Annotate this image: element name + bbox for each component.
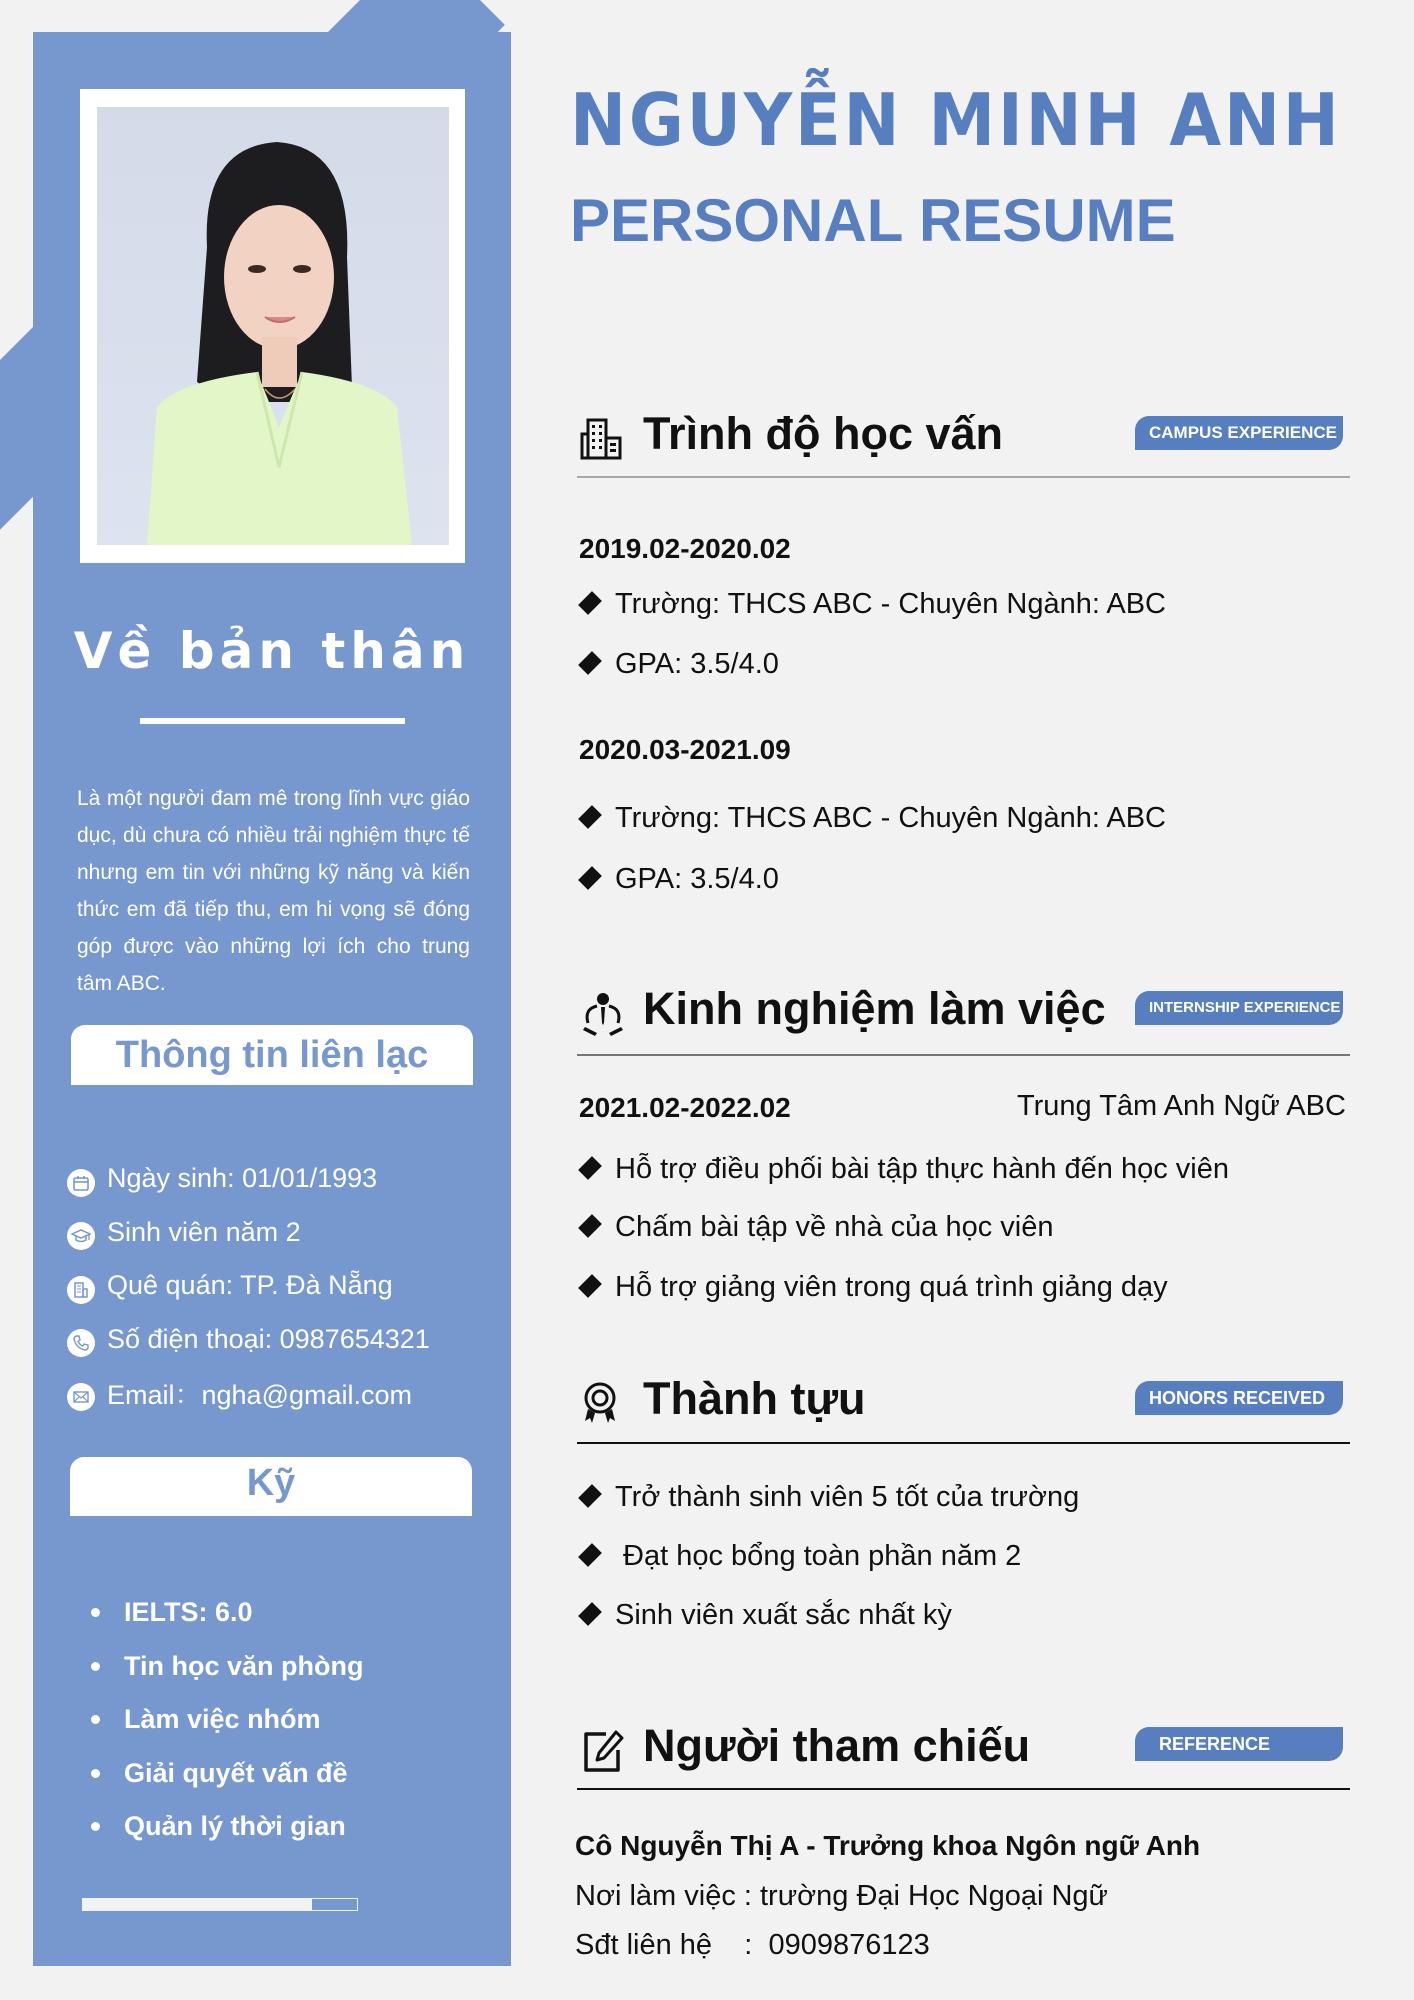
diamond-bullet-icon xyxy=(578,591,602,615)
diamond-bullet-icon xyxy=(578,1274,602,1298)
profile-photo xyxy=(97,107,449,545)
experience-bullet: Chấm bài tập về nhà của học viên xyxy=(577,1211,1054,1244)
contact-title: Thông tin liên lạc xyxy=(115,1034,429,1076)
achievement-bullet: Sinh viên xuất sắc nhất kỳ xyxy=(577,1599,952,1632)
contact-item-phone xyxy=(67,1313,430,1367)
resume-name: NGUYỄN MINH ANH xyxy=(570,78,1342,162)
reference-badge: REFERENCE xyxy=(1135,1727,1343,1761)
section-divider xyxy=(577,476,1350,478)
education-bullet: GPA: 3.5/4.0 xyxy=(577,863,779,896)
phone-icon xyxy=(67,1329,95,1357)
skill-label: Tin học văn phòng xyxy=(124,1650,364,1681)
education-bullet: Trường: THCS ABC - Chuyên Ngành: ABC xyxy=(577,588,1166,621)
education-date: 2020.03-2021.09 xyxy=(579,734,791,765)
bullet-dot xyxy=(91,1769,100,1778)
contact-text: Ngày sinh: 01/01/1993 xyxy=(107,1163,378,1194)
skill-progress-bar xyxy=(82,1898,358,1911)
mail-icon xyxy=(67,1383,95,1411)
achievements-title: Thành tựu xyxy=(643,1373,866,1424)
skills-list xyxy=(91,1586,364,1854)
contact-item-hometown xyxy=(67,1259,430,1313)
skill-item xyxy=(91,1747,364,1801)
section-divider xyxy=(577,1788,1350,1790)
diamond-bullet-icon xyxy=(578,1543,602,1567)
reference-phone: Sđt liên hệ : 0909876123 xyxy=(575,1929,930,1961)
contact-header xyxy=(71,1025,473,1085)
about-text: Là một người đam mê trong lĩnh vực giáo dục, dù chưa có nhiều trải nghiệm thực tế nhưng em tin với những kỹ năng và kiến thức em đã tiếp thu, em hi vọng sẽ đóng góp được vào những lợi ích cho trung tâm ABC. xyxy=(77,787,470,995)
section-divider xyxy=(577,1442,1350,1444)
contact-text: Quê quán: TP. Đà Nẵng xyxy=(107,1270,393,1301)
skill-item xyxy=(91,1640,364,1694)
diamond-bullet-icon xyxy=(578,805,602,829)
bullet-dot xyxy=(91,1715,100,1724)
skill-item xyxy=(91,1693,364,1747)
experience-bullet: Hỗ trợ giảng viên trong quá trình giảng dạy xyxy=(577,1271,1168,1304)
bullet-dot xyxy=(91,1822,100,1831)
honors-received-badge: HONORS RECEIVED xyxy=(1135,1381,1343,1415)
building-icon xyxy=(580,416,626,462)
contact-text: Email：ngha@gmail.com xyxy=(107,1380,413,1411)
progress-remaining xyxy=(312,1899,357,1910)
resume-subtitle: PERSONAL RESUME xyxy=(570,187,1176,254)
education-bullet: GPA: 3.5/4.0 xyxy=(577,648,779,681)
bullet-dot xyxy=(91,1662,100,1671)
diamond-bullet-icon xyxy=(578,1156,602,1180)
skill-label: Giải quyết vấn đề xyxy=(124,1757,348,1788)
award-medal-icon xyxy=(580,1381,626,1427)
diamond-bullet-icon xyxy=(578,1602,602,1626)
contact-text: Số điện thoại: 0987654321 xyxy=(107,1323,430,1354)
education-section xyxy=(577,408,1350,908)
contact-item-year xyxy=(67,1206,430,1260)
diamond-bullet-icon xyxy=(578,651,602,675)
skills-title: Kỹ xyxy=(246,1462,296,1504)
reference-section xyxy=(577,1720,1350,1990)
achievement-bullet: Đạt học bổng toàn phần năm 2 xyxy=(577,1540,1021,1573)
contact-item-birthday xyxy=(67,1152,430,1206)
experience-bullet: Hỗ trợ điều phối bài tập thực hành đến học viên xyxy=(577,1153,1229,1186)
reference-title: Người tham chiếu xyxy=(643,1720,1031,1771)
skill-label: Làm việc nhóm xyxy=(124,1704,321,1735)
education-date: 2019.02-2020.02 xyxy=(579,533,791,564)
internship-experience-badge: INTERNSHIP EXPERIENCE xyxy=(1135,991,1343,1025)
graduation-cap-icon xyxy=(67,1222,95,1250)
contact-text: Sinh viên năm 2 xyxy=(107,1216,301,1247)
experience-title: Kinh nghiệm làm việc xyxy=(643,983,1106,1034)
photo-frame xyxy=(80,89,465,563)
section-divider xyxy=(577,1054,1350,1056)
reference-name: Cô Nguyễn Thị A - Trưởng khoa Ngôn ngữ Anh xyxy=(575,1830,1201,1861)
sidebar xyxy=(33,32,511,1966)
building-icon xyxy=(67,1276,95,1304)
diamond-bullet-icon xyxy=(578,1484,602,1508)
diamond-bullet-icon xyxy=(578,1214,602,1238)
edit-pencil-icon xyxy=(580,1728,626,1774)
campus-experience-badge: CAMPUS EXPERIENCE xyxy=(1135,416,1343,450)
about-title: Về bản thân xyxy=(73,622,471,680)
calendar-icon xyxy=(67,1169,95,1197)
experience-date: 2021.02-2022.02 xyxy=(579,1092,791,1123)
contact-item-email xyxy=(67,1366,430,1420)
education-bullet: Trường: THCS ABC - Chuyên Ngành: ABC xyxy=(577,802,1166,835)
achievements-section xyxy=(577,1373,1350,1663)
contact-list xyxy=(67,1152,430,1420)
portrait-illustration xyxy=(97,107,449,545)
reference-workplace: Nơi làm việc : trường Đại Học Ngoại Ngữ xyxy=(575,1880,1108,1912)
bullet-dot xyxy=(91,1608,100,1617)
education-title: Trình độ học vấn xyxy=(643,408,1004,459)
business-person-icon xyxy=(580,991,626,1037)
experience-company: Trung Tâm Anh Ngữ ABC xyxy=(1017,1090,1346,1122)
about-underline xyxy=(140,718,405,724)
skill-label: Quản lý thời gian xyxy=(124,1811,346,1842)
skill-label: IELTS: 6.0 xyxy=(124,1597,253,1628)
achievement-bullet: Trở thành sinh viên 5 tốt của trường xyxy=(577,1481,1079,1514)
skill-item xyxy=(91,1586,364,1640)
skills-header xyxy=(70,1457,472,1516)
experience-section xyxy=(577,983,1350,1323)
skill-item xyxy=(91,1800,364,1854)
diamond-bullet-icon xyxy=(578,866,602,890)
